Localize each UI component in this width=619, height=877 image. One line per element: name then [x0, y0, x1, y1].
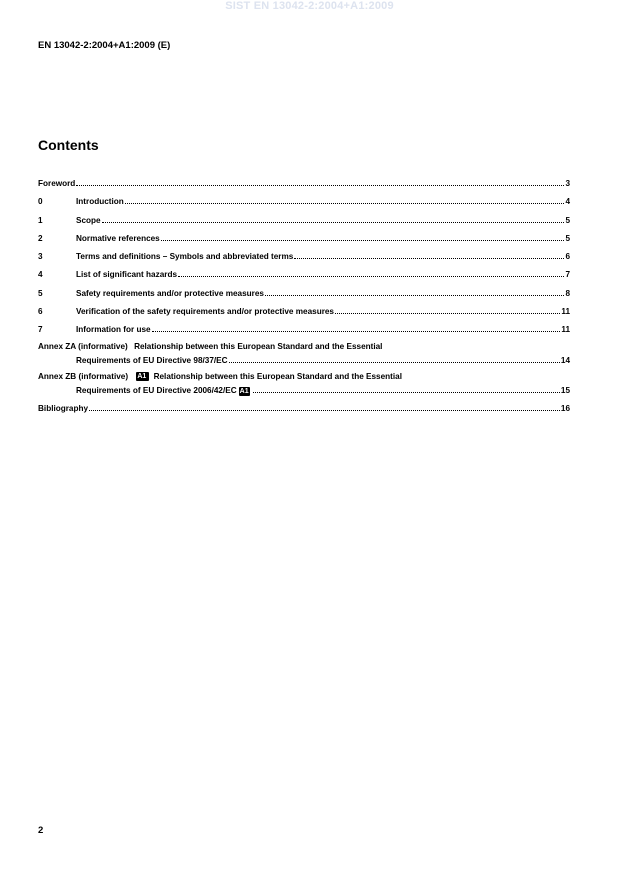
- toc-title: Bibliography: [38, 403, 89, 413]
- toc-page: 8: [565, 288, 570, 298]
- toc-entry-bibliography[interactable]: [38, 401, 570, 419]
- toc-title: Normative references: [76, 233, 160, 243]
- dot-leader: [294, 249, 564, 259]
- amendment-end-marker: A1: [239, 387, 249, 395]
- watermark: SIST EN 13042-2:2004+A1:2009: [225, 0, 394, 12]
- toc-title: List of significant hazards: [76, 270, 177, 280]
- dot-leader: [76, 176, 564, 186]
- toc-number: 2: [38, 233, 43, 243]
- toc-page: 15: [560, 385, 570, 395]
- dot-leader: [152, 322, 561, 332]
- annex-title-line1: Relationship between this European Standard and the Essential: [153, 371, 402, 381]
- dot-leader: [335, 304, 560, 314]
- toc-page: 16: [560, 403, 570, 413]
- toc-number: 4: [38, 270, 43, 280]
- toc-page: 7: [565, 270, 570, 280]
- toc-entry-information-for-use[interactable]: [38, 322, 570, 340]
- annex-title-line2: Requirements of EU Directive 2006/42/EC: [76, 385, 237, 395]
- toc-entry-verification[interactable]: [38, 304, 570, 322]
- toc-title: Scope: [76, 215, 101, 225]
- toc-number: 3: [38, 252, 43, 262]
- toc-page: 3: [565, 179, 570, 188]
- toc-entry-normative-references[interactable]: [38, 231, 570, 249]
- dot-leader: [253, 383, 560, 393]
- toc-entry-foreword[interactable]: [38, 176, 570, 194]
- toc-page: 4: [565, 197, 570, 207]
- toc-entry-safety-requirements[interactable]: [38, 286, 570, 304]
- toc-title: Safety requirements and/or protective measures: [76, 288, 264, 298]
- dot-leader: [89, 401, 560, 411]
- toc-title: Foreword: [38, 179, 76, 188]
- annex-title-line1: Relationship between this European Standard and the Essential: [134, 341, 383, 351]
- dot-leader: [265, 286, 565, 296]
- toc-title: Terms and definitions – Symbols and abbreviated terms: [76, 252, 294, 262]
- page-number: 2: [38, 825, 44, 836]
- dot-leader: [229, 353, 560, 363]
- toc-page: 6: [565, 252, 570, 262]
- toc-page: 5: [565, 215, 570, 225]
- toc-number: 1: [38, 215, 43, 225]
- annex-label: Annex ZA (informative): [38, 341, 128, 351]
- toc-number: 7: [38, 325, 43, 335]
- annex-title-line2: Requirements of EU Directive 98/37/EC: [76, 355, 228, 365]
- dot-leader: [102, 213, 565, 223]
- toc-title: Verification of the safety requirements and/or protective measures: [76, 307, 334, 317]
- toc-number: 5: [38, 288, 43, 298]
- dot-leader: [161, 231, 565, 241]
- toc-entry-significant-hazards[interactable]: [38, 267, 570, 285]
- contents-heading: Contents: [38, 137, 99, 153]
- document-id: EN 13042-2:2004+A1:2009 (E): [38, 40, 171, 51]
- toc-page: 5: [565, 233, 570, 243]
- dot-leader: [178, 267, 564, 277]
- toc-entry-scope[interactable]: [38, 213, 570, 231]
- toc-title: Information for use: [76, 325, 151, 335]
- annex-label: Annex ZB (informative): [38, 371, 129, 381]
- toc-title: Introduction: [76, 197, 124, 207]
- toc-page: 11: [561, 307, 570, 317]
- toc-page: 11: [561, 325, 570, 335]
- toc-page: 14: [560, 355, 570, 365]
- toc-number: 0: [38, 197, 43, 207]
- toc-number: 6: [38, 307, 43, 317]
- toc-entry-terms-and-definitions[interactable]: [38, 249, 570, 267]
- dot-leader: [125, 194, 565, 204]
- toc-entry-annex-zb[interactable]: [38, 371, 570, 401]
- amendment-start-marker: A1: [136, 372, 149, 381]
- toc-entry-annex-za[interactable]: [38, 341, 570, 371]
- table-of-contents: [38, 176, 570, 419]
- toc-entry-introduction[interactable]: [38, 194, 570, 212]
